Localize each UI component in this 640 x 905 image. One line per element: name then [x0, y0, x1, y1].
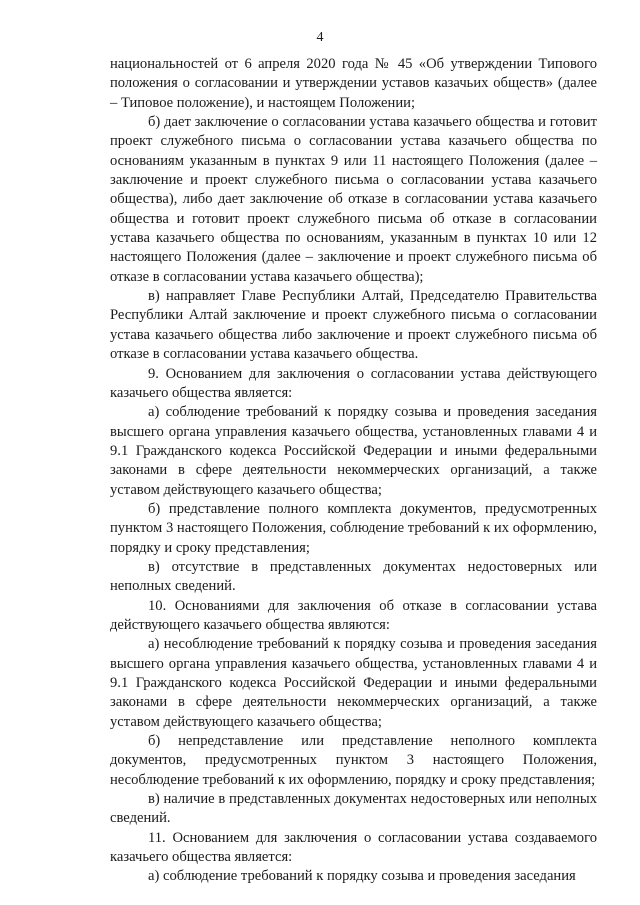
paragraph: а) соблюдение требований к порядку созыва и проведения заседания высшего органа управления казачьего общества, установленных главами 4 и 9.1 Гражданского кодекса Российской Федерации и иными федеральными законами в сфере деятельности некоммерческих организаций, а также уставом действующего казачьего общества; [110, 404, 597, 498]
paragraph: национальностей от 6 апреля 2020 года № 45 «Об утверждении Типового положения о согласовании и утверждении уставов казачьих обществ» (далее – Типовое положение), и настоящем Положении; [110, 56, 597, 111]
paragraph: 11. Основанием для заключения о согласовании устава создаваемого казачьего общества является: [110, 829, 597, 866]
paragraph: б) дает заключение о согласовании устава казачьего общества и готовит проект служебного письма о согласовании устава казачьего общества по основаниям указанным в пунктах 9 или 11 настоящего Положения (далее – заключение и проект служебного письма о согласовании устава казачьего общества), либо дает заключение об отказе в согласовании устава казачьего общества и готовит проект служебного письма об отказе в согласовании устава казачьего общества по основаниям, указанным в пунктах 10 или 12 настоящего Положения (далее – заключение и проект служебного письма об отказе в согласовании устава казачьего общества); [110, 114, 597, 285]
paragraph: 9. Основанием для заключения о согласовании устава действующего казачьего общества является: [110, 365, 597, 401]
paragraph: а) соблюдение требований к порядку созыва и проведения заседания [148, 868, 576, 885]
paragraph: в) направляет Главе Республики Алтай, Председателю Правительства Республики Алтай заключение и проект служебного письма о согласовании устава казачьего общества либо заключение и проект служебного письма об отказе в согласовании устава казачьего общества. [110, 288, 597, 363]
paragraph: а) несоблюдение требований к порядку созыва и проведения заседания высшего органа управления казачьего общества, установленных главами 4 и 9.1 Гражданского кодекса Российской Федерации и иными федеральными законами в сфере деятельности некоммерческих организаций, а также уставом действующего казачьего общества; [110, 636, 597, 730]
paragraph: б) представление полного комплекта документов, предусмотренных пунктом 3 настоящего Положения, соблюдение требований к их оформлению, порядку и сроку представления; [110, 500, 597, 556]
paragraph: в) отсутствие в представленных документах недостоверных или неполных сведений. [110, 558, 597, 595]
paragraph: б) непредставление или представление неполного комплекта документов, предусмотренных пунктом 3 настоящего Положения, несоблюдение требований к их оформлению, порядку и сроку представления; [110, 733, 597, 788]
page-number: 4 [316, 30, 324, 45]
paragraph: 10. Основаниями для заключения об отказе в согласовании устава действующего казачьего общества являются: [110, 597, 597, 633]
document-body [110, 55, 597, 887]
paragraph: в) наличие в представленных документах недостоверных или неполных сведений. [110, 791, 597, 827]
